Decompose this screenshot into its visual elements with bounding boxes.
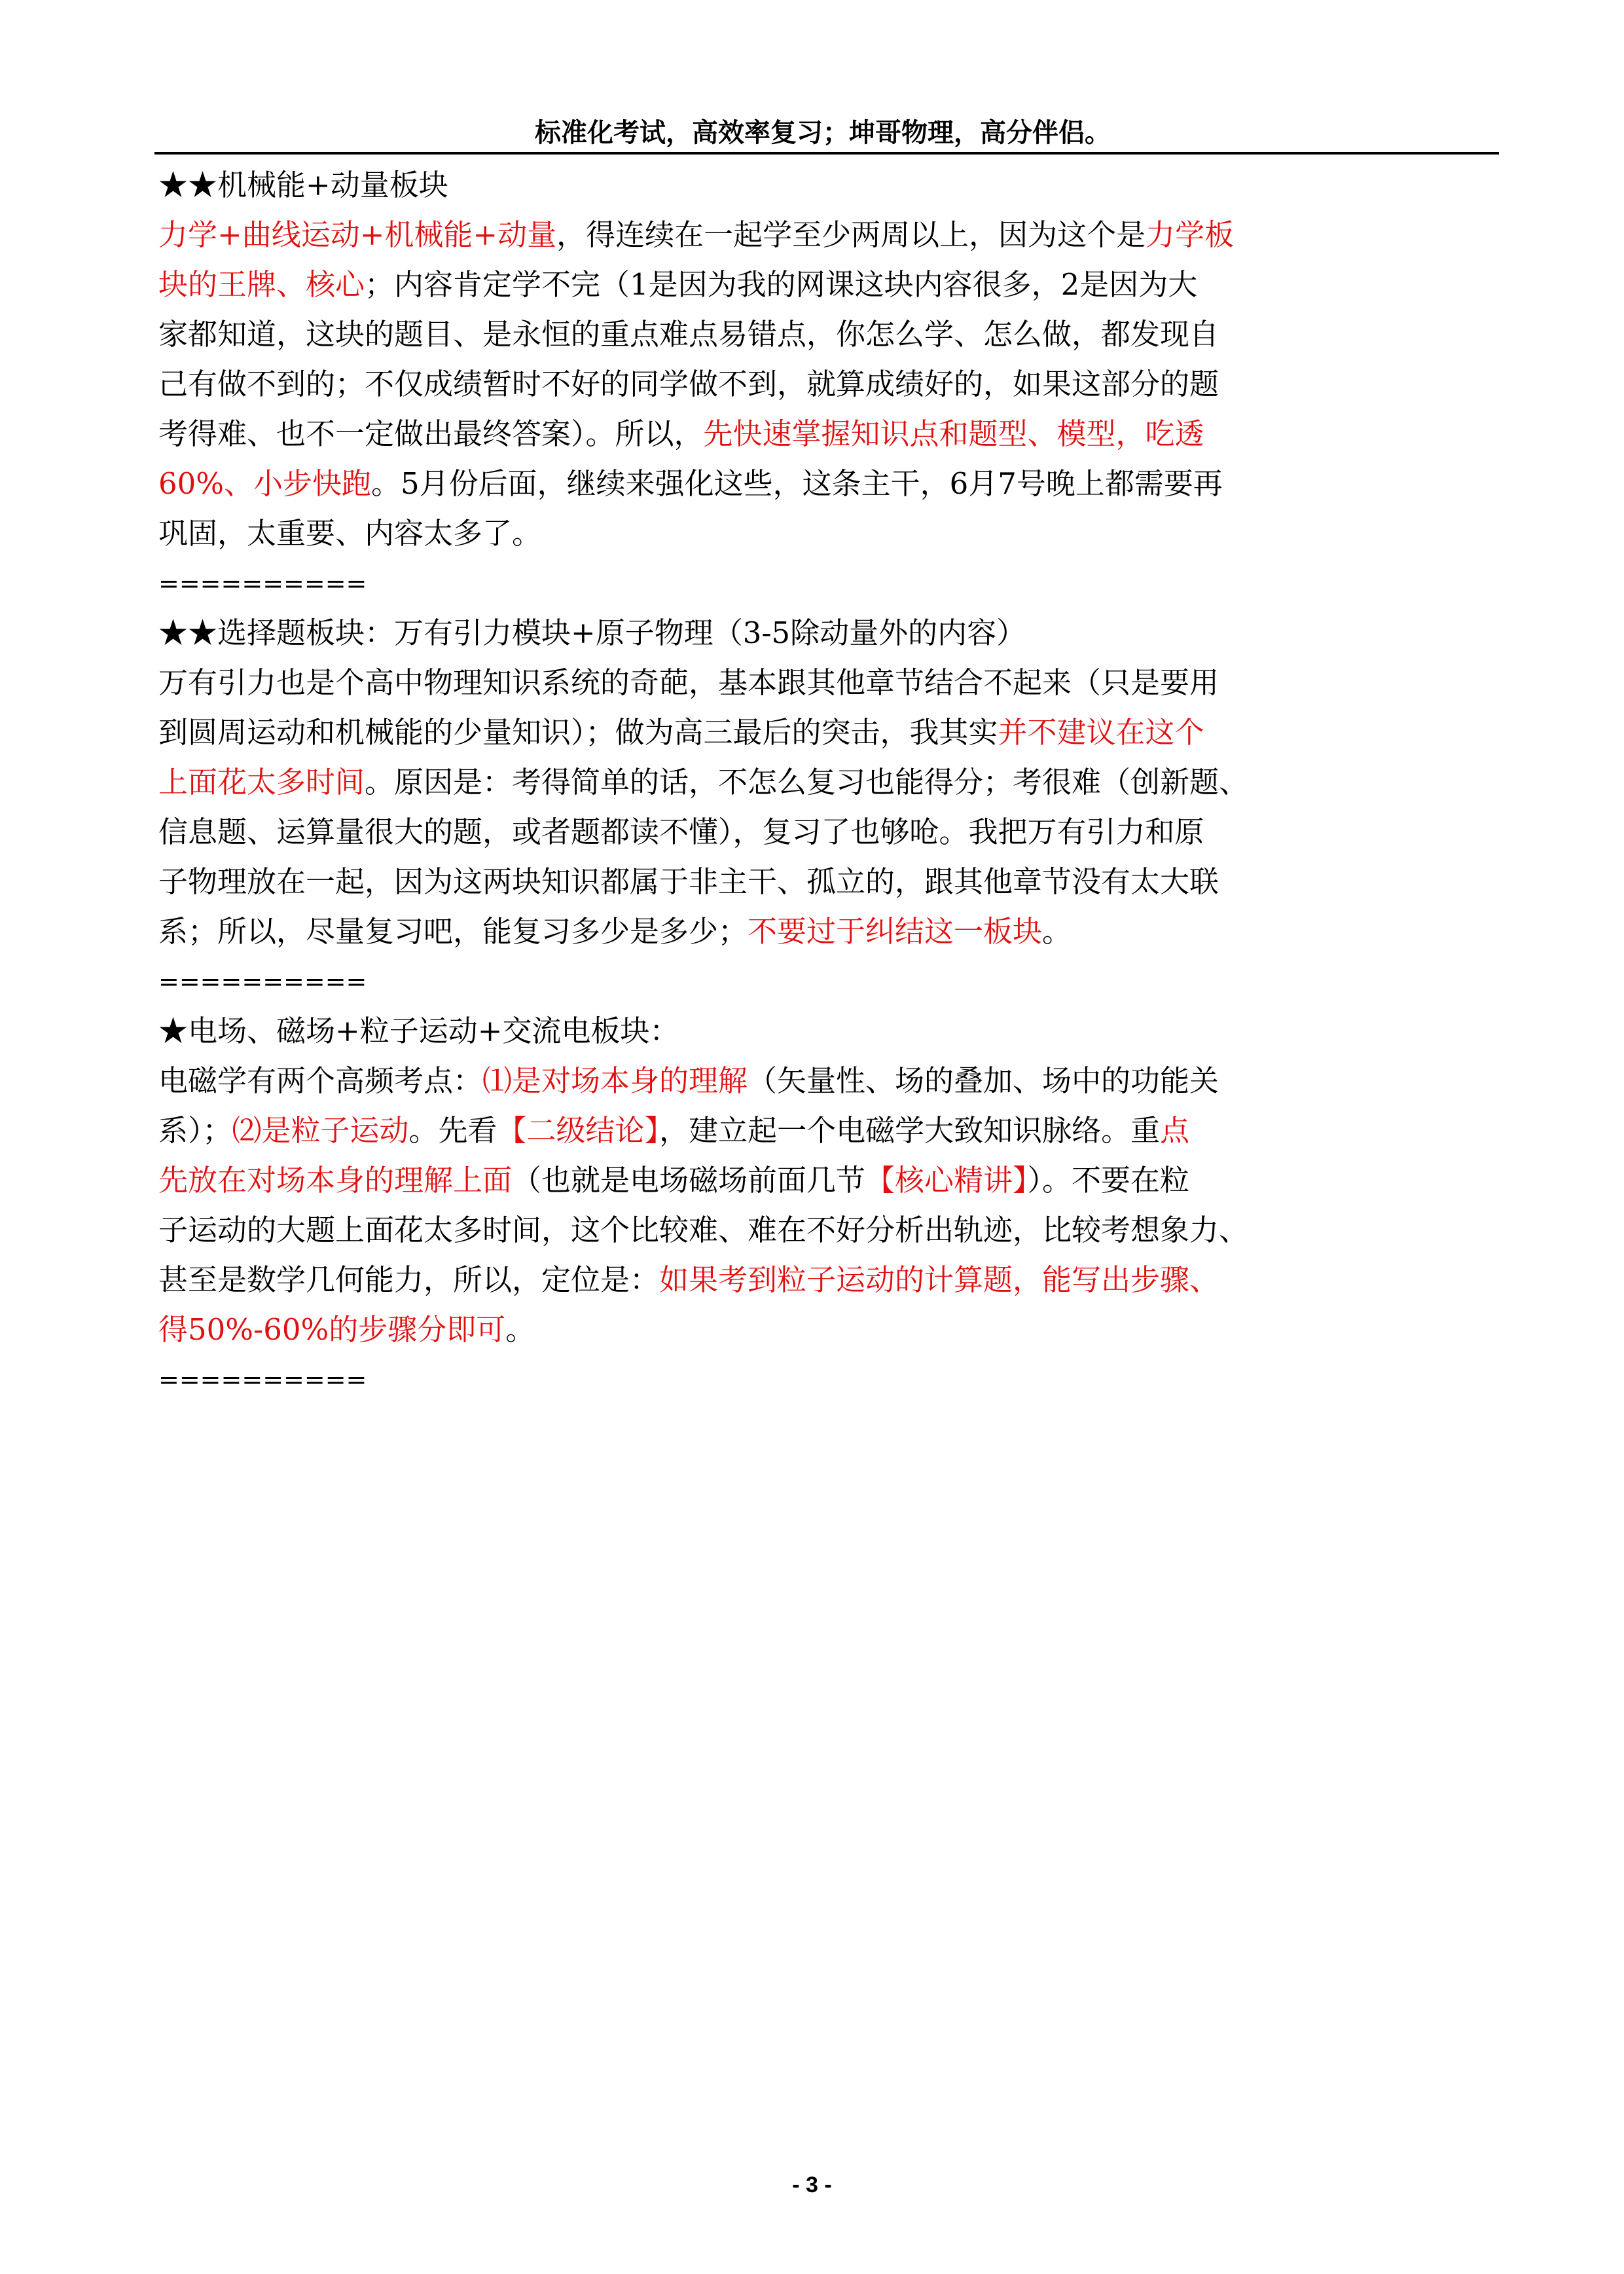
emphasis-text: 上面花太多时间 bbox=[158, 765, 365, 799]
body-text: 己有做不到的；不仅成绩暂时不好的同学做不到，就算成绩好的，如果这部分的题 bbox=[158, 367, 1219, 401]
emphasis-text: 点 bbox=[1160, 1113, 1190, 1148]
body-text: 。原因是：考得简单的话，不怎么复习也能得分；考很难（创新题、 bbox=[365, 765, 1249, 799]
body-text: 。5月份后面，继续来强化这些，这条主干，6月7号晚上都需要再 bbox=[371, 466, 1223, 501]
emphasis-text: 先放在对场本身的理解上面 bbox=[158, 1163, 513, 1198]
paragraph-line bbox=[158, 1205, 1249, 1255]
paragraph-line bbox=[158, 658, 1219, 708]
body-text: ；内容肯定学不完（1是因为我的网课这块内容很多，2是因为大 bbox=[365, 267, 1198, 302]
section-separator: ========== bbox=[158, 569, 367, 598]
body-text: 子物理放在一起，因为这两块知识都属于非主干、孤立的，跟其他章节没有太大联 bbox=[158, 864, 1219, 899]
paragraph-line bbox=[158, 260, 1206, 310]
header-divider bbox=[154, 152, 1499, 155]
section-separator: ========== bbox=[158, 967, 367, 996]
section-separator: ========== bbox=[158, 1365, 367, 1394]
body-text: 家都知道，这块的题目、是永恒的重点难点易错点，你怎么学、怎么做，都发现自 bbox=[158, 317, 1219, 352]
body-text: 到圆周运动和机械能的少量知识）；做为高三最后的突击，我其实 bbox=[158, 715, 998, 750]
emphasis-text: 如果考到粒子运动的计算题，能写出步骤、 bbox=[659, 1262, 1219, 1297]
emphasis-text: ⑵是粒子运动 bbox=[232, 1113, 409, 1148]
body-text: 巩固，太重要、内容太多了。 bbox=[158, 516, 542, 551]
paragraph-line bbox=[158, 907, 1206, 957]
emphasis-text: 得50%-60%的步骤分即可 bbox=[158, 1312, 506, 1347]
document-body bbox=[158, 160, 1249, 1404]
paragraph-line bbox=[158, 1056, 1219, 1106]
page-header: 标准化考试，高效率复习；坤哥物理，高分伴侣。 bbox=[535, 117, 1111, 148]
emphasis-text: 力学板 bbox=[1146, 217, 1235, 252]
body-text: 。 bbox=[505, 1312, 535, 1347]
paragraph-line bbox=[158, 1255, 1219, 1305]
emphasis-text: 先快速掌握知识点和题型、模型，吃透 bbox=[703, 416, 1204, 451]
body-text: （也就是电场磁场前面几节 bbox=[512, 1163, 866, 1198]
emphasis-text: ⑴是对场本身的理解 bbox=[482, 1063, 748, 1098]
body-text: 万有引力也是个高中物理知识系统的奇葩，基本跟其他章节结合不起来（只是要用 bbox=[158, 665, 1219, 700]
paragraph-line bbox=[158, 409, 1206, 459]
section-title: ★电场、磁场+粒子运动+交流电板块： bbox=[158, 1014, 679, 1048]
section-title: ★★选择题板块：万有引力模块+原子物理（3-5除动量外的内容） bbox=[158, 615, 1026, 650]
paragraph-line bbox=[158, 359, 1219, 409]
emphasis-text: 【核心精讲】 bbox=[865, 1163, 1028, 1198]
body-text: 信息题、运算量很大的题，或者题都读不懂），复习了也够呛。我把万有引力和原 bbox=[158, 815, 1204, 849]
body-text: ，建立起一个电磁学大致知识脉络。重 bbox=[659, 1113, 1161, 1148]
emphasis-text: 60%、小步快跑 bbox=[158, 466, 372, 501]
emphasis-text: 力学+曲线运动+机械能+动量 bbox=[158, 217, 557, 252]
paragraph-line bbox=[158, 857, 1219, 907]
paragraph-line bbox=[158, 210, 1235, 260]
emphasis-text: 并不建议在这个 bbox=[998, 715, 1204, 750]
body-text: （矢量性、场的叠加、场中的功能关 bbox=[748, 1063, 1219, 1098]
paragraph-line bbox=[158, 310, 1219, 359]
body-text: 甚至是数学几何能力，所以，定位是： bbox=[158, 1262, 660, 1297]
paragraph-line bbox=[158, 509, 1206, 559]
emphasis-text: 块的王牌、核心 bbox=[158, 267, 365, 302]
paragraph-line bbox=[158, 459, 1223, 509]
paragraph-line bbox=[158, 708, 1206, 758]
body-text: 考得难、也不一定做出最终答案）。所以， bbox=[158, 416, 704, 451]
page-number: - 3 - bbox=[792, 2173, 832, 2197]
paragraph-line bbox=[158, 1305, 1206, 1355]
section-title: ★★机械能+动量板块 bbox=[158, 168, 448, 202]
body-text: 。 bbox=[1042, 914, 1072, 949]
body-text: 系）； bbox=[158, 1113, 232, 1148]
paragraph-line bbox=[158, 1156, 1206, 1205]
body-text: 电磁学有两个高频考点： bbox=[158, 1063, 483, 1098]
paragraph-line bbox=[158, 758, 1249, 807]
body-text: 系；所以，尽量复习吧，能复习多少是多少； bbox=[158, 914, 748, 949]
paragraph-line bbox=[158, 1106, 1206, 1156]
body-text: 。先看 bbox=[408, 1113, 497, 1148]
emphasis-text: 【二级结论】 bbox=[497, 1113, 660, 1148]
body-text: ）。不要在粒 bbox=[1027, 1163, 1190, 1198]
body-text: ，得连续在一起学至少两周以上，因为这个是 bbox=[556, 217, 1146, 252]
paragraph-line bbox=[158, 807, 1206, 857]
body-text: 子运动的大题上面花太多时间，这个比较难、难在不好分析出轨迹，比较考想象力、 bbox=[158, 1213, 1249, 1247]
emphasis-text: 不要过于纠结这一板块 bbox=[748, 914, 1043, 949]
